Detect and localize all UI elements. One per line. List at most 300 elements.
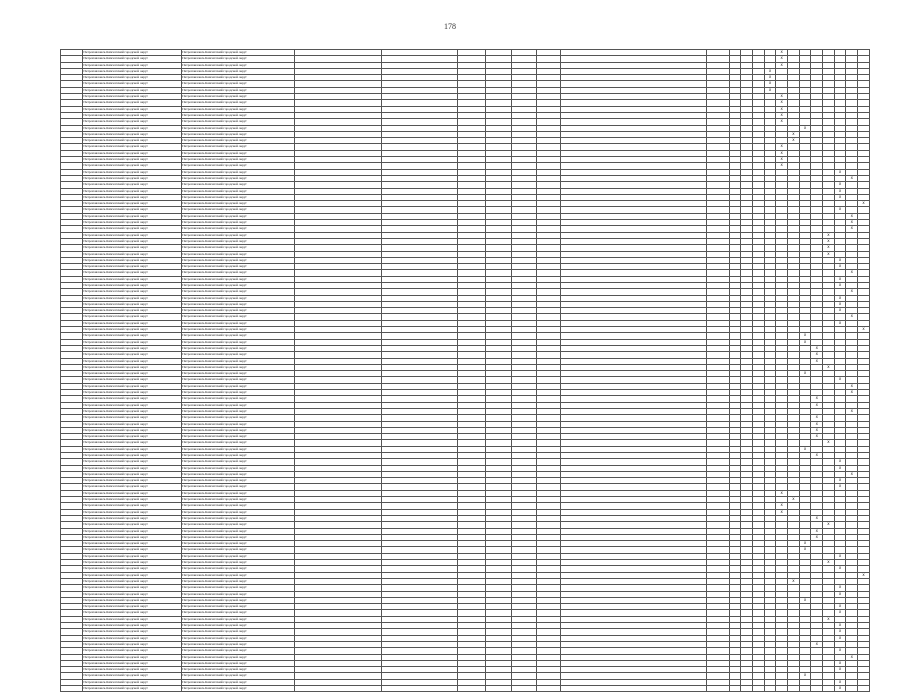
mark-cell: X (846, 289, 858, 295)
mark-cell: X (811, 345, 823, 351)
municipality-cell: Петропавловск-Камчатский городской округ (182, 314, 295, 320)
municipality-cell: Петропавловск-Камчатский городской округ (182, 578, 295, 584)
municipality-cell: Петропавловск-Камчатский городской округ (83, 264, 182, 270)
mark-cell: X (776, 56, 788, 62)
mark-cell: X (811, 534, 823, 540)
mark-cell: X (834, 282, 846, 288)
mark-cell: X (776, 106, 788, 112)
municipality-cell: Петропавловск-Камчатский городской округ (182, 138, 295, 144)
municipality-cell: Петропавловск-Камчатский городской округ (182, 251, 295, 257)
municipality-cell: Петропавловск-Камчатский городской округ (182, 264, 295, 270)
mark-cell: X (834, 459, 846, 465)
municipality-cell: Петропавловск-Камчатский городской округ (83, 610, 182, 616)
municipality-cell: Петропавловск-Камчатский городской округ (83, 383, 182, 389)
municipality-cell: Петропавловск-Камчатский городской округ (83, 585, 182, 591)
city-cell (295, 685, 382, 691)
municipality-cell: Петропавловск-Камчатский городской округ (182, 377, 295, 383)
municipality-cell: Петропавловск-Камчатский городской округ (182, 673, 295, 679)
mark-cell: X (834, 604, 846, 610)
municipality-cell: Петропавловск-Камчатский городской округ (182, 119, 295, 125)
mark-cell: X (776, 94, 788, 100)
mark-cell: X (811, 434, 823, 440)
municipality-cell: Петропавловск-Камчатский городской округ (83, 289, 182, 295)
mark-cell: X (846, 270, 858, 276)
mark-cell: X (788, 138, 800, 144)
municipality-cell: Петропавловск-Камчатский городской округ (182, 402, 295, 408)
municipality-cell: Петропавловск-Камчатский городской округ (182, 68, 295, 74)
municipality-cell: Петропавловск-Камчатский городской округ (182, 685, 295, 691)
municipality-cell: Петропавловск-Камчатский городской округ (83, 667, 182, 673)
page-number: 178 (444, 22, 456, 31)
municipality-cell: Петропавловск-Камчатский городской округ (182, 352, 295, 358)
municipality-cell: Петропавловск-Камчатский городской округ (182, 553, 295, 559)
municipality-cell: Петропавловск-Камчатский городской округ (182, 163, 295, 169)
municipality-cell: Петропавловск-Камчатский городской округ (83, 144, 182, 150)
municipality-cell: Петропавловск-Камчатский городской округ (83, 282, 182, 288)
municipality-cell: Петропавловск-Камчатский городской округ (182, 371, 295, 377)
municipality-cell: Петропавловск-Камчатский городской округ (182, 528, 295, 534)
municipality-cell: Петропавловск-Камчатский городской округ (83, 547, 182, 553)
municipality-cell: Петропавловск-Камчатский городской округ (83, 345, 182, 351)
municipality-cell: Петропавловск-Камчатский городской округ (83, 616, 182, 622)
mark-cell: X (811, 402, 823, 408)
municipality-cell: Петропавловск-Камчатский городской округ (182, 157, 295, 163)
municipality-cell: Петропавловск-Камчатский городской округ (182, 131, 295, 137)
mark-cell: X (834, 566, 846, 572)
mark-cell: X (776, 119, 788, 125)
mark-cell: X (799, 125, 811, 131)
municipality-cell: Петропавловск-Камчатский городской округ (182, 534, 295, 540)
municipality-cell: Петропавловск-Камчатский городской округ (182, 194, 295, 200)
mark-cell: X (846, 213, 858, 219)
municipality-cell: Петропавловск-Камчатский городской округ (182, 465, 295, 471)
municipality-cell: Петропавловск-Камчатский городской округ (182, 616, 295, 622)
municipality-cell: Петропавловск-Камчатский городской округ (83, 352, 182, 358)
municipality-cell: Петропавловск-Камчатский городской округ (83, 434, 182, 440)
mark-cell: X (834, 295, 846, 301)
municipality-cell: Петропавловск-Камчатский городской округ (83, 604, 182, 610)
municipality-cell: Петропавловск-Камчатский городской округ (182, 320, 295, 326)
municipality-cell: Петропавловск-Камчатский городской округ (83, 515, 182, 521)
municipality-cell: Петропавловск-Камчатский городской округ (182, 604, 295, 610)
mark-cell: X (834, 553, 846, 559)
municipality-cell: Петропавловск-Камчатский городской округ (182, 87, 295, 93)
mark-cell: X (846, 654, 858, 660)
municipality-cell: Петропавловск-Камчатский городской округ (182, 188, 295, 194)
year-cell (486, 685, 511, 691)
municipality-cell: Петропавловск-Камчатский городской округ (83, 68, 182, 74)
mark-cell: X (846, 383, 858, 389)
municipality-cell: Петропавловск-Камчатский городской округ (182, 56, 295, 62)
municipality-cell: Петропавловск-Камчатский городской округ (83, 528, 182, 534)
municipality-cell: Петропавловск-Камчатский городской округ (83, 245, 182, 251)
mark-cell: X (788, 497, 800, 503)
mark-cell: X (834, 484, 846, 490)
mark-cell: X (811, 358, 823, 364)
municipality-cell: Петропавловск-Камчатский городской округ (182, 515, 295, 521)
municipality-cell: Петропавловск-Камчатский городской округ (83, 119, 182, 125)
municipality-cell: Петропавловск-Камчатский городской округ (83, 213, 182, 219)
mark-cell: X (776, 144, 788, 150)
municipality-cell: Петропавловск-Камчатский городской округ (83, 578, 182, 584)
municipality-cell: Петропавловск-Камчатский городской округ (83, 635, 182, 641)
municipality-cell: Петропавловск-Камчатский городской округ (182, 345, 295, 351)
mark-cell: X (823, 616, 835, 622)
table-row (61, 685, 870, 691)
municipality-cell: Петропавловск-Камчатский городской округ (83, 572, 182, 578)
municipality-cell: Петропавловск-Камчатский городской округ (83, 673, 182, 679)
municipality-cell: Петропавловск-Камчатский городской округ (182, 566, 295, 572)
municipality-cell: Петропавловск-Камчатский городской округ (182, 490, 295, 496)
municipality-cell: Петропавловск-Камчатский городской округ (83, 402, 182, 408)
mark-cell: X (846, 220, 858, 226)
municipality-cell: Петропавловск-Камчатский городской округ (182, 358, 295, 364)
municipality-cell: Петропавловск-Камчатский городской округ (182, 50, 295, 56)
municipality-cell: Петропавловск-Камчатский городской округ (182, 654, 295, 660)
municipality-cell: Петропавловск-Камчатский городской округ (182, 497, 295, 503)
mark-cell: X (799, 371, 811, 377)
mark-cell (764, 685, 776, 691)
municipality-cell: Петропавловск-Камчатский городской округ (182, 327, 295, 333)
mark-cell: X (799, 597, 811, 603)
municipality-cell: Петропавловск-Камчатский городской округ (83, 497, 182, 503)
mark-cell: X (776, 157, 788, 163)
municipality-cell: Петропавловск-Камчатский городской округ (83, 308, 182, 314)
municipality-cell: Петропавловск-Камчатский городской округ (83, 301, 182, 307)
mark-cell (799, 685, 811, 691)
mark-cell: X (776, 503, 788, 509)
mark-cell (729, 685, 741, 691)
mark-cell: X (776, 50, 788, 56)
municipality-cell: Петропавловск-Камчатский городской округ (83, 251, 182, 257)
municipality-cell: Петропавловск-Камчатский городской округ (182, 257, 295, 263)
municipality-cell: Петропавловск-Камчатский городской округ (182, 182, 295, 188)
mark-cell: X (811, 415, 823, 421)
mark-cell: X (858, 572, 870, 578)
municipality-cell: Петропавловск-Камчатский городской округ (83, 534, 182, 540)
municipality-cell: Петропавловск-Камчатский городской округ (83, 553, 182, 559)
municipality-cell: Петропавловск-Камчатский городской округ (83, 94, 182, 100)
mark-cell: X (858, 201, 870, 207)
municipality-cell: Петропавловск-Камчатский городской округ (83, 465, 182, 471)
mark-cell: X (799, 333, 811, 339)
mark-cell: X (811, 421, 823, 427)
municipality-cell: Петропавловск-Камчатский городской округ (83, 629, 182, 635)
municipality-cell: Петропавловск-Камчатский городской округ (83, 62, 182, 68)
municipality-cell: Петропавловск-Камчатский городской округ (182, 100, 295, 106)
mark-cell: X (823, 560, 835, 566)
municipality-cell: Петропавловск-Камчатский городской округ (83, 685, 182, 691)
municipality-cell: Петропавловск-Камчатский городской округ (83, 453, 182, 459)
municipality-cell: Петропавловск-Камчатский городской округ (83, 194, 182, 200)
municipality-cell: Петропавловск-Камчатский городской округ (83, 138, 182, 144)
municipality-cell: Петропавловск-Камчатский городской округ (83, 648, 182, 654)
house-cell (457, 685, 486, 691)
municipality-cell: Петропавловск-Камчатский городской округ (182, 679, 295, 685)
mark-cell: X (799, 673, 811, 679)
municipality-cell: Петропавловск-Камчатский городской округ (83, 560, 182, 566)
mark-cell: X (834, 635, 846, 641)
mark-cell: X (834, 320, 846, 326)
municipality-cell: Петропавловск-Камчатский городской округ (83, 157, 182, 163)
municipality-cell: Петропавловск-Камчатский городской округ (83, 358, 182, 364)
municipality-cell: Петропавловск-Камчатский городской округ (182, 459, 295, 465)
municipality-cell: Петропавловск-Камчатский городской округ (83, 408, 182, 414)
municipality-cell: Петропавловск-Камчатский городской округ (83, 87, 182, 93)
municipality-cell: Петропавловск-Камчатский городской округ (182, 144, 295, 150)
municipality-cell: Петропавловск-Камчатский городской округ (182, 396, 295, 402)
municipality-cell: Петропавловск-Камчатский городской округ (83, 257, 182, 263)
mark-cell: X (811, 352, 823, 358)
mark-cell: X (834, 667, 846, 673)
municipality-cell: Петропавловск-Камчатский городской округ (182, 471, 295, 477)
mark-cell (811, 685, 823, 691)
municipality-cell: Петропавловск-Камчатский городской округ (83, 232, 182, 238)
mark-cell: X (834, 264, 846, 270)
municipality-cell: Петропавловск-Камчатский городской округ (83, 238, 182, 244)
municipality-cell: Петропавловск-Камчатский городской округ (182, 232, 295, 238)
mark-cell: X (834, 377, 846, 383)
municipality-cell: Петропавловск-Камчатский городской округ (83, 100, 182, 106)
mark-cell: X (823, 232, 835, 238)
municipality-cell: Петропавловск-Камчатский городской округ (83, 459, 182, 465)
municipality-cell: Петропавловск-Камчатский городской округ (182, 597, 295, 603)
area-cell (511, 685, 536, 691)
mark-cell: X (834, 591, 846, 597)
municipality-cell: Петропавловск-Камчатский городской округ (182, 301, 295, 307)
cost-cell (537, 685, 561, 691)
municipality-cell: Петропавловск-Камчатский городской округ (182, 478, 295, 484)
municipality-cell: Петропавловск-Камчатский городской округ (182, 238, 295, 244)
mark-cell: X (846, 390, 858, 396)
municipality-cell: Петропавловск-Камчатский городской округ (83, 182, 182, 188)
municipality-cell: Петропавловск-Камчатский городской округ (83, 446, 182, 452)
mark-cell: X (823, 251, 835, 257)
municipality-cell: Петропавловск-Камчатский городской округ (83, 175, 182, 181)
mark-cell: X (846, 471, 858, 477)
mark-cell: X (811, 515, 823, 521)
mark-cell: X (811, 396, 823, 402)
municipality-cell: Петропавловск-Камчатский городской округ (83, 484, 182, 490)
data-table (60, 49, 870, 692)
mark-cell: X (811, 453, 823, 459)
municipality-cell: Петропавловск-Камчатский городской округ (83, 50, 182, 56)
mark-cell: X (776, 509, 788, 515)
municipality-cell: Петропавловск-Камчатский городской округ (182, 220, 295, 226)
municipality-cell: Петропавловск-Камчатский городской округ (182, 106, 295, 112)
municipality-cell: Петропавловск-Камчатский городской округ (182, 175, 295, 181)
municipality-cell: Петропавловск-Камчатский городской округ (182, 333, 295, 339)
municipality-cell: Петропавловск-Камчатский городской округ (182, 541, 295, 547)
municipality-cell: Петропавловск-Камчатский городской округ (83, 56, 182, 62)
municipality-cell: Петропавловск-Камчатский городской округ (182, 383, 295, 389)
municipality-cell: Петропавловск-Камчатский городской округ (83, 320, 182, 326)
municipality-cell: Петропавловск-Камчатский городской округ (182, 427, 295, 433)
municipality-cell: Петропавловск-Камчатский городской округ (83, 440, 182, 446)
municipality-cell: Петропавловск-Камчатский городской округ (83, 276, 182, 282)
municipality-cell: Петропавловск-Камчатский городской округ (182, 94, 295, 100)
mark-cell: X (788, 131, 800, 137)
municipality-cell: Петропавловск-Камчатский городской округ (182, 522, 295, 528)
municipality-cell: Петропавловск-Камчатский городской округ (83, 314, 182, 320)
mark-cell: X (846, 408, 858, 414)
mark-cell (858, 685, 870, 691)
municipality-cell: Петропавловск-Камчатский городской округ (182, 364, 295, 370)
mark-cell: X (776, 150, 788, 156)
municipality-cell: Петропавловск-Камчатский городской округ (182, 591, 295, 597)
mark-cell: X (776, 62, 788, 68)
mark-cell: X (834, 465, 846, 471)
mark-cell: X (846, 226, 858, 232)
mark-cell: X (799, 547, 811, 553)
municipality-cell: Петропавловск-Камчатский городской округ (182, 81, 295, 87)
mark-cell: X (834, 207, 846, 213)
work-cell (560, 685, 706, 691)
mark-cell: X (834, 478, 846, 484)
municipality-cell: Петропавловск-Камчатский городской округ (182, 446, 295, 452)
municipality-cell: Петропавловск-Камчатский городской округ (83, 163, 182, 169)
mark-cell: X (811, 641, 823, 647)
mark-cell: X (764, 68, 776, 74)
mark-cell: X (834, 585, 846, 591)
municipality-cell: Петропавловск-Камчатский городской округ (182, 629, 295, 635)
mark-cell: X (834, 623, 846, 629)
municipality-cell: Петропавловск-Камчатский городской округ (83, 75, 182, 81)
municipality-cell: Петропавловск-Камчатский городской округ (83, 566, 182, 572)
municipality-cell: Петропавловск-Камчатский городской округ (182, 295, 295, 301)
mark-cell (788, 685, 800, 691)
mark-cell: X (823, 238, 835, 244)
municipality-cell: Петропавловск-Камчатский городской округ (83, 371, 182, 377)
municipality-cell: Петропавловск-Камчатский городской округ (182, 572, 295, 578)
municipality-cell: Петропавловск-Камчатский городской округ (182, 623, 295, 629)
mark-cell: X (799, 541, 811, 547)
mark-cell: X (788, 578, 800, 584)
municipality-cell: Петропавловск-Камчатский городской округ (83, 220, 182, 226)
mark-cell: X (834, 308, 846, 314)
municipality-cell: Петропавловск-Камчатский городской округ (83, 377, 182, 383)
start-cell (707, 685, 729, 691)
municipality-cell: Петропавловск-Камчатский городской округ (83, 188, 182, 194)
num-cell (61, 685, 83, 691)
municipality-cell: Петропавловск-Камчатский городской округ (182, 226, 295, 232)
municipality-cell: Петропавловск-Камчатский городской округ (182, 434, 295, 440)
municipality-cell: Петропавловск-Камчатский городской округ (83, 623, 182, 629)
municipality-cell: Петропавловск-Камчатский городской округ (182, 201, 295, 207)
municipality-cell: Петропавловск-Камчатский городской округ (83, 591, 182, 597)
municipality-cell: Петропавловск-Камчатский городской округ (182, 547, 295, 553)
municipality-cell: Петропавловск-Камчатский городской округ (182, 213, 295, 219)
municipality-cell: Петропавловск-Камчатский городской округ (182, 453, 295, 459)
mark-cell: X (799, 446, 811, 452)
municipality-cell: Петропавловск-Камчатский городской округ (182, 667, 295, 673)
mark-cell: X (776, 100, 788, 106)
mark-cell: X (764, 75, 776, 81)
mark-cell: X (834, 169, 846, 175)
mark-cell: X (834, 648, 846, 654)
municipality-cell: Петропавловск-Камчатский городской округ (83, 421, 182, 427)
municipality-cell: Петропавловск-Камчатский городской округ (83, 333, 182, 339)
municipality-cell: Петропавловск-Камчатский городской округ (182, 408, 295, 414)
municipality-cell: Петропавловск-Камчатский городской округ (83, 503, 182, 509)
municipality-cell: Петропавловск-Камчатский городской округ (83, 478, 182, 484)
municipality-cell: Петропавловск-Камчатский городской округ (182, 415, 295, 421)
mark-cell: X (811, 427, 823, 433)
municipality-cell: Петропавловск-Камчатский городской округ (83, 641, 182, 647)
mark-cell: X (823, 522, 835, 528)
mark-cell: X (776, 112, 788, 118)
table-body (61, 50, 870, 692)
mark-cell: X (846, 175, 858, 181)
municipality-cell: Петропавловск-Камчатский городской округ (182, 282, 295, 288)
municipality-cell: Петропавловск-Камчатский городской округ (83, 112, 182, 118)
municipality-cell: Петропавловск-Камчатский городской округ (182, 112, 295, 118)
mark-cell: X (764, 87, 776, 93)
mark-cell: X (834, 182, 846, 188)
municipality-cell: Петропавловск-Камчатский городской округ (83, 327, 182, 333)
municipality-cell: Петропавловск-Камчатский городской округ (83, 390, 182, 396)
municipality-cell: Петропавловск-Камчатский городской округ (83, 471, 182, 477)
municipality-cell: Петропавловск-Камчатский городской округ (182, 62, 295, 68)
mark-cell (823, 685, 835, 691)
municipality-cell: Петропавловск-Камчатский городской округ (83, 201, 182, 207)
mark-cell: X (834, 257, 846, 263)
municipality-cell: Петропавловск-Камчатский городской округ (83, 490, 182, 496)
municipality-cell: Петропавловск-Камчатский городской округ (182, 503, 295, 509)
municipality-cell: Петропавловск-Камчатский городской округ (83, 415, 182, 421)
municipality-cell: Петропавловск-Камчатский городской округ (182, 560, 295, 566)
mark-cell (753, 685, 765, 691)
municipality-cell: Петропавловск-Камчатский городской округ (83, 522, 182, 528)
municipality-cell: Петропавловск-Камчатский городской округ (83, 339, 182, 345)
municipality-cell: Петропавловск-Камчатский городской округ (182, 75, 295, 81)
municipality-cell: Петропавловск-Камчатский городской округ (182, 150, 295, 156)
mark-cell: X (846, 314, 858, 320)
municipality-cell: Петропавловск-Камчатский городской округ (83, 679, 182, 685)
street-cell (381, 685, 457, 691)
mark-cell: X (834, 276, 846, 282)
municipality-cell: Петропавловск-Камчатский городской округ (182, 339, 295, 345)
municipality-cell: Петропавловск-Камчатский городской округ (182, 585, 295, 591)
mark-cell: X (834, 194, 846, 200)
municipality-cell: Петропавловск-Камчатский городской округ (83, 660, 182, 666)
mark-cell: X (834, 188, 846, 194)
municipality-cell: Петропавловск-Камчатский городской округ (83, 364, 182, 370)
municipality-cell: Петропавловск-Камчатский городской округ (83, 541, 182, 547)
municipality-cell: Петропавловск-Камчатский городской округ (182, 440, 295, 446)
municipality-cell: Петропавловск-Камчатский городской округ (83, 125, 182, 131)
municipality-cell: Петропавловск-Камчатский городской округ (182, 276, 295, 282)
mark-cell: X (776, 490, 788, 496)
municipality-cell: Петропавловск-Камчатский городской округ (182, 660, 295, 666)
municipality-cell: Петропавловск-Камчатский городской округ (182, 270, 295, 276)
mark-cell: X (834, 660, 846, 666)
mark-cell (846, 685, 858, 691)
mark-cell: X (823, 440, 835, 446)
municipality-cell: Петропавловск-Камчатский городской округ (83, 131, 182, 137)
municipality-cell: Петропавловск-Камчатский городской округ (83, 427, 182, 433)
municipality-cell: Петропавловск-Камчатский городской округ (83, 509, 182, 515)
municipality-cell: Петропавловск-Камчатский городской округ (83, 597, 182, 603)
mark-cell: X (858, 327, 870, 333)
municipality-cell: Петропавловск-Камчатский городской округ (83, 150, 182, 156)
municipality-cell: Петропавловск-Камчатский городской округ (83, 654, 182, 660)
municipality-cell: Петропавловск-Камчатский городской округ (83, 81, 182, 87)
mark-cell: X (834, 679, 846, 685)
municipality-cell: Петропавловск-Камчатский городской округ (182, 610, 295, 616)
municipality-cell: Петропавловск-Камчатский городской округ (182, 509, 295, 515)
mark-cell (776, 685, 788, 691)
